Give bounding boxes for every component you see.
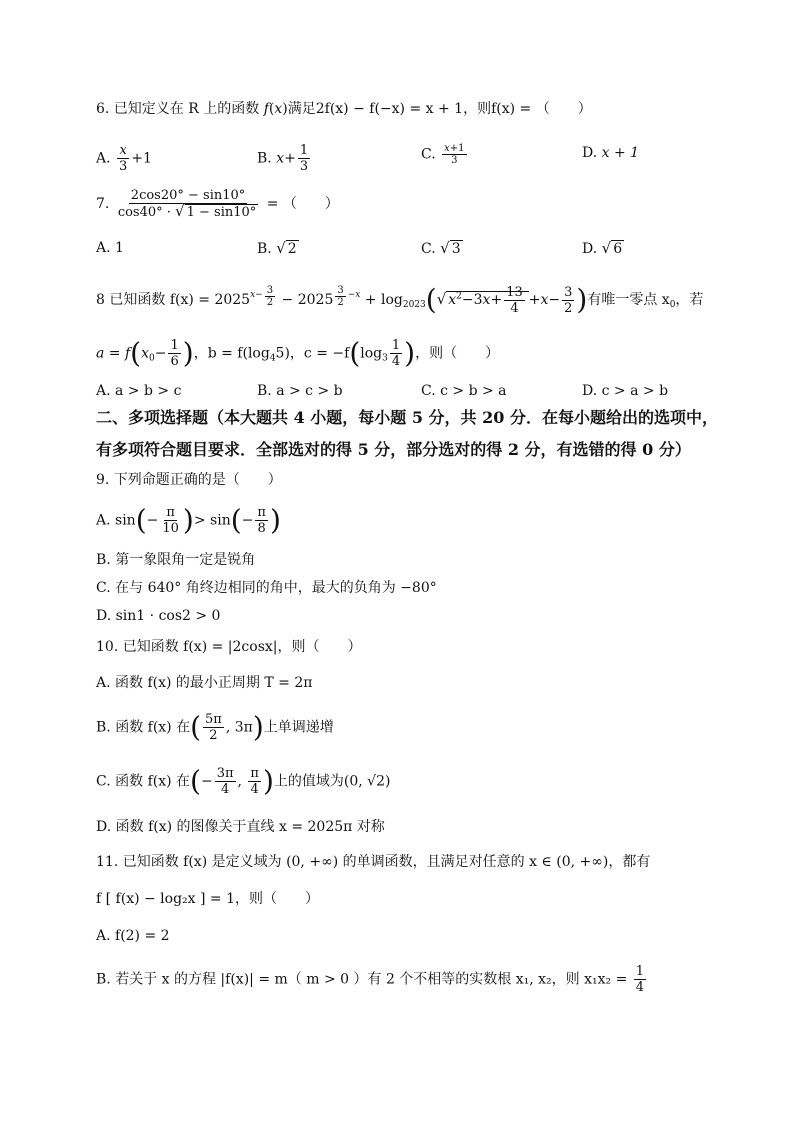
q7-denominator-sqrt: 1 − sin10° — [186, 205, 257, 220]
q7-tail: = （ ） — [266, 196, 339, 212]
q6-stem-prefix: 6. 已知定义在 R 上的函数 — [96, 101, 260, 117]
q11-option-b-pre: B. 若关于 x 的方程 |f(x)| = m（ m > 0 ）有 2 个不相等的实数根 x₁, x₂，则 x₁x₂ = — [96, 971, 628, 988]
q8-tail2: ，若 — [675, 292, 704, 308]
q6-option-d-text: x + 1 — [601, 145, 640, 161]
q6-option-a: A. $\frac{x}{3}$ +1 — [96, 143, 152, 174]
q11-option-a: A. f(2) = 2 — [96, 928, 170, 944]
q9-option-a-sin1: sin — [115, 512, 136, 529]
question-7-stem: 7. $\frac{2\cos 20^\circ - \sin 10^\circ}{\cos 40^\circ \cdot √ 1 - \sin 10^\circ}$ = （ ） — [96, 188, 339, 220]
q8-line2-end: ，则（ ） — [415, 345, 500, 362]
q7-option-d: D. √ 6 — [582, 239, 623, 257]
q8-tail: 有唯一零点 x — [587, 292, 670, 308]
q7-option-c-radicand: 3 — [451, 241, 461, 257]
q7-option-b-radicand: 2 — [287, 241, 297, 257]
q8-option-d: D. c > a > b — [582, 383, 669, 399]
q6-option-c: C. $\frac{x+1}{3}$ — [421, 143, 465, 166]
q11-option-b-num: 1 — [635, 964, 645, 979]
q7-numerator: 2cos20° − sin10° — [130, 188, 246, 203]
q9-option-a: A. sin(− $\frac{\pi}{10}$ )> sin(− $\frac{\pi}{8}$ ) — [96, 503, 281, 537]
q9-option-d: D. sin1 · cos2 > 0 — [96, 608, 221, 624]
q8-minus: − 2025 — [277, 292, 334, 308]
section-2-heading-line2: 有多项符合题目要求．全部选对的得 5 分，部分选对的得 2 分，有选错的得 0 分） — [96, 440, 691, 459]
section-2-heading-line1: 二、多项选择题（本大题共 4 小题，每小题 5 分，共 20 分．在每小题给出的选项中， — [96, 408, 718, 427]
question-8-line2: $a = f(x_0-$ $\frac{1}{6}$ )，$b = f(\log_45)$，$c = -f(\log_3$ $\frac{1}{4}$ )，则（ ） — [96, 336, 500, 370]
question-11-stem: 11. 已知函数 f(x) 是定义域为 (0, +∞) 的单调函数，且满足对任意的 x ∈ (0, +∞)，都有 — [96, 854, 651, 870]
q11-option-b-den: 4 — [635, 980, 645, 995]
q11-option-b — [96, 964, 648, 995]
q9-option-a-label: A. — [96, 512, 111, 529]
question-8-stem: 8 已知函数 $f(x) = 2025^{x- \frac{3}{2}}$ − 2025 $^{\frac{3}{2} -x} + \log_{2023}(√$ $x^2-3x+$ $\frac{13}{4}$ +x− $\frac{3}{2}$ )有唯一零点 $x_0$，若 — [96, 283, 704, 316]
q9-option-b: B. 第一象限角一定是锐角 — [96, 552, 256, 568]
question-9-stem: 9. 下列命题正确的是（ ） — [96, 472, 282, 488]
q7-denominator-cos: cos40° · — [117, 205, 171, 220]
q8-line2-a: a = f — [96, 345, 131, 362]
q6-stem-tail: ，则 — [463, 101, 492, 117]
q9-option-a-gt: > sin — [193, 512, 231, 529]
q6-option-b-label: B. — [257, 150, 272, 167]
q10-option-d: D. 函数 f(x) 的图像关于直线 x = 2025π 对称 — [96, 819, 385, 835]
q10-option-a: A. 函数 f(x) 的最小正周期 T = 2π — [96, 675, 313, 691]
q6-ask: f(x) = （ ） — [491, 101, 592, 117]
q7-option-c-label: C. — [421, 241, 436, 257]
q8-log-base: 2023 — [402, 300, 426, 310]
q10-option-c-range: (0, √2) — [343, 773, 391, 790]
question-10-stem: 10. 已知函数 f(x) = |2cosx|，则（ ） — [96, 639, 362, 655]
q8-line2-b-tail: 5)，c = −f — [275, 345, 350, 362]
q7-option-c: C. √ 3 — [421, 239, 461, 257]
q8-option-c: C. c > b > a — [421, 383, 507, 399]
q7-number: 7. — [96, 196, 110, 212]
q6-option-b: B. x+ $\frac{1}{3}$ — [257, 143, 309, 174]
q10-option-b-pre: B. 函数 f(x) 在 — [96, 719, 191, 736]
q10-option-c-pre: C. 函数 f(x) 在 — [96, 773, 191, 790]
q10-option-c: C. 函数 f(x) 在(− $\frac{3\pi}{4}$ , $\frac{\pi}{4}$ )上的值域为(0, √2) — [96, 764, 391, 798]
q7-option-d-radicand: 6 — [613, 241, 623, 257]
q6-option-d-label: D. — [582, 145, 598, 161]
q7-option-d-label: D. — [582, 241, 598, 257]
q6-option-d — [582, 143, 639, 163]
q10-option-c-mid: 上的值域为 — [273, 773, 344, 790]
q6-option-a-label: A. — [96, 150, 111, 167]
q6-equation: 2f(x) − f(−x) = x + 1 — [315, 101, 464, 117]
question-11-line2: f [ f(x) − log₂x ] = 1，则（ ） — [96, 891, 320, 907]
q6-option-c-label: C. — [421, 146, 436, 163]
q8-option-b: B. a > c > b — [257, 383, 343, 399]
q7-option-a: A. 1 — [96, 240, 124, 256]
q8-stem-a: 已知函数 — [109, 292, 166, 308]
question-6-stem: 6. 已知定义在 R 上的函数 f(x)满足2f(x) − f(−x) = x + 1，则f(x) = （ ） — [96, 101, 592, 117]
q9-option-c: C. 在与 640° 角终边相同的角中，最大的负角为 −80° — [96, 580, 437, 596]
q10-option-b-post: 上单调递增 — [263, 719, 334, 736]
q8-line2-b: ，b = f(log — [193, 345, 270, 362]
q6-stem-mid: 满足 — [287, 101, 316, 117]
q7-option-b-label: B. — [257, 241, 272, 257]
q8-option-a: A. a > b > c — [96, 383, 182, 399]
q8-log: + log — [360, 292, 403, 308]
q8-number: 8 — [96, 292, 105, 308]
q8-fx: f(x) = 2025 — [169, 292, 251, 308]
q10-option-b: B. 函数 f(x) 在( $\frac{5\pi}{2}$ , 3π)上单调递增 — [96, 710, 334, 744]
q7-option-b: B. √ 2 — [257, 239, 297, 257]
